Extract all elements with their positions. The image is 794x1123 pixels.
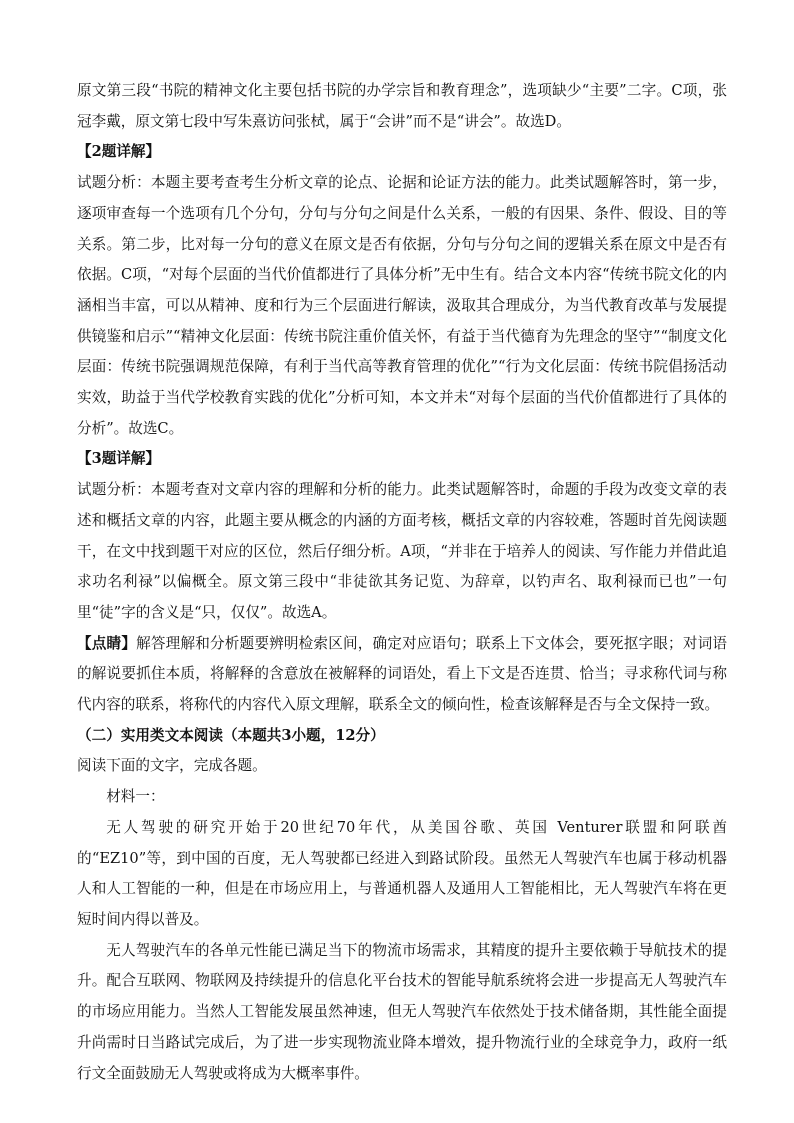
q2-analysis: 试题分析：本题主要考查考生分析文章的论点、论据和论证方法的能力。此类试题解答时，第一步，逐项审查每一个选项有几个分句，分句与分句之间是什么关系，一般的有因果、条件、假设、目的等关系。第二步，比对每一分句的意义在原文是否有依据，分句与分句之间的逻辑关系在原文中是否有依据。C项，“对每个层面的当代价值都进行了具体分析”无中生有。结合文本内容“传统书院文化的内涵相当丰富，可以从精神、度和行为三个层面进行解读，汲取其合理成分，为当代教育改革与发展提供镜鉴和启示”“精神文化层面：传统书院注重价值关怀，有益于当代德育为先理念的坚守”“制度文化层面：传统书院强调规范保障，有利于当代高等教育管理的优化”“行为文化层面：传统书院倡扬活动实效，助益于当代学校教育实践的优化”分析可知，本文并未“对每个层面的当代价值都进行了具体的分析”。故选C。 xyxy=(77,174,727,437)
q3-heading: 【3题详解】 xyxy=(77,450,161,468)
q2-heading: 【2题详解】 xyxy=(77,143,161,161)
tip-paragraph xyxy=(77,629,727,721)
document-body xyxy=(77,76,727,1089)
material-paragraph-1: 无人驾驶的研究开始于20世纪70年代，从美国谷歌、英国 Venturer联盟和阿联酋的“EZ10”等，到中国的百度，无人驾驶都已经进入到路试阶段。虽然无人驾驶汽车也属于移动机器人和人工智能的一种，但是在市场应用上，与普通机器人及通用人工智能相比，无人驾驶汽车将在更短时间内得以普及。 xyxy=(77,818,727,928)
tip-label: 【点睛】 xyxy=(77,634,137,652)
q1-answer-end: 原文第三段“书院的精神文化主要包括书院的办学宗旨和教育理念”，选项缺少“主要”二字。C项，张冠李戴，原文第七段中写朱熹访问张栻，属于“会讲”而不是“讲会”。故选D。 xyxy=(77,82,727,130)
section-title: （二）实用类文本阅读（本题共3小题，12分） xyxy=(77,726,385,744)
reading-instruction: 阅读下面的文字，完成各题。 xyxy=(77,757,267,775)
tip-body: 解答理解和分析题要辨明检索区间，确定对应语句；联系上下文体会，要死抠字眼；对词语的解说要抓住本质，将解释的含意放在被解释的词语处，看上下文是否连贯、恰当；寻求称代词与称代内容的联系，将称代的内容代入原文理解，联系全文的倾向性，检查该解释是否与全文保持一致。 xyxy=(77,634,727,714)
q3-analysis: 试题分析：本题考查对文章内容的理解和分析的能力。此类试题解答时，命题的手段为改变文章的表述和概括文章的内容，此题主要从概念的内涵的方面考核，概括文章的内容较难，答题时首先阅读题干，在文中找到题干对应的区位，然后仔细分析。A项，“并非在于培养人的阅读、写作能力并借此追求功名利禄”以偏概全。原文第三段中“非徒欲其务记览、为辞章，以钓声名、取利禄而已也”一句里“徒”字的含义是“只，仅仅”。故选A。 xyxy=(77,481,727,621)
material-label: 材料一： xyxy=(106,788,165,806)
material-paragraph-2: 无人驾驶汽车的各单元性能已满足当下的物流市场需求，其精度的提升主要依赖于导航技术的提升。配合互联网、物联网及持续提升的信息化平台技术的智能导航系统将会进一步提高无人驾驶汽车的市场应用能力。当然人工智能发展虽然神速，但无人驾驶汽车依然处于技术储备期，其性能全面提升尚需时日当路试完成后，为了进一步实现物流业降本增效，提升物流行业的全球竞争力，政府一纸行文全面鼓励无人驾驶或将成为大概率事件。 xyxy=(77,941,727,1082)
